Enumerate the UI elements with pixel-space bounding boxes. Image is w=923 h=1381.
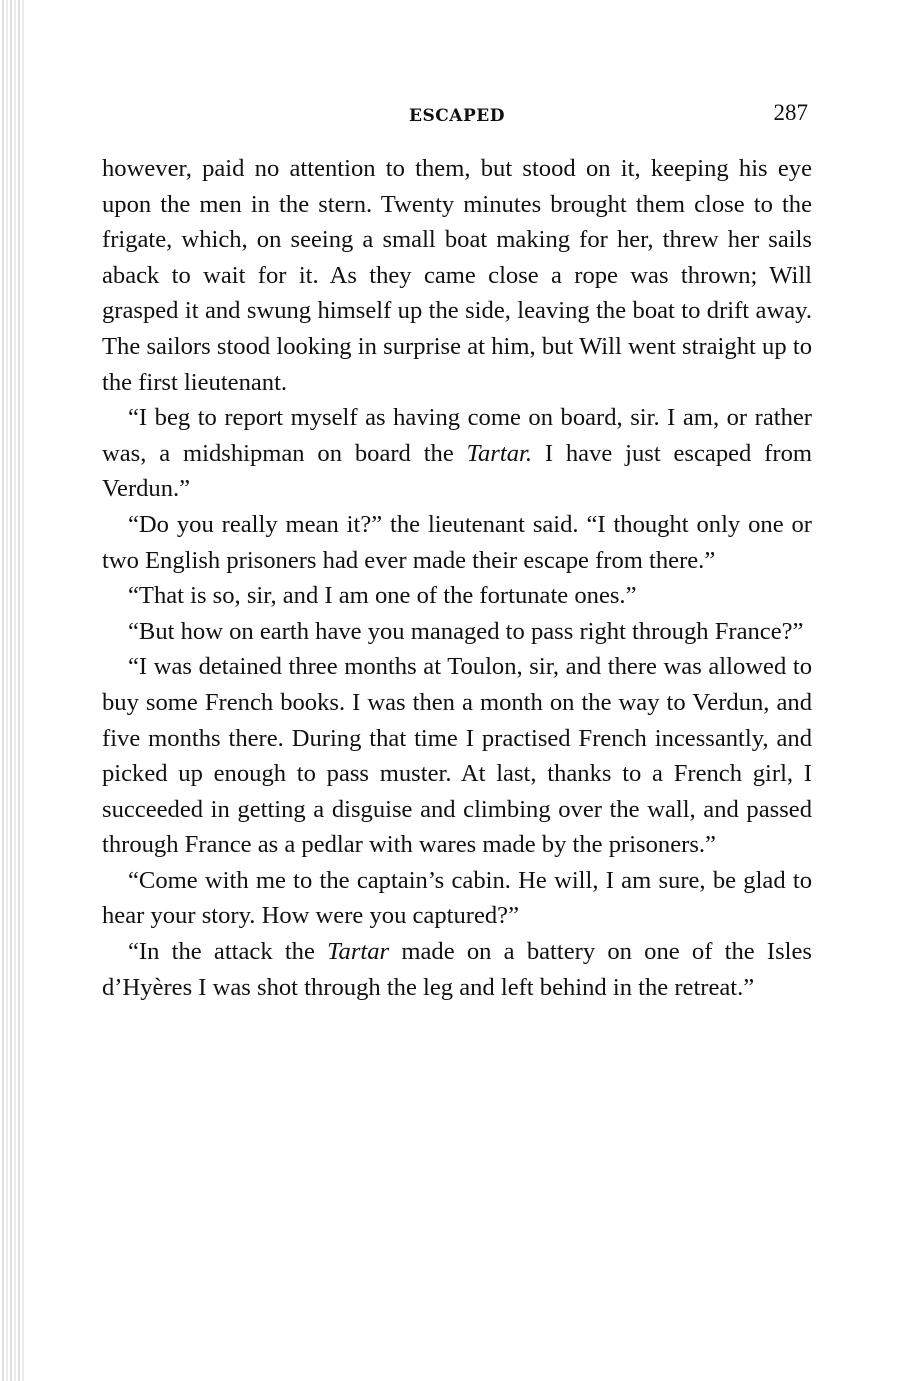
paragraph-text: “But how on earth have you managed to pass right through France?”: [128, 617, 804, 645]
ship-name-italic: Tartar.: [466, 439, 533, 467]
page-number: 287: [773, 100, 808, 125]
paragraph-8: [102, 934, 812, 1005]
paragraph-text: I have just escaped from Verdun.”: [102, 439, 812, 503]
paragraph-text: “In the attack the: [128, 938, 328, 966]
paragraph-3: [102, 507, 812, 578]
paragraph-7: [102, 863, 812, 934]
paragraph-4: [102, 578, 812, 614]
paragraph-text: “Do you really mean it?” the lieutenant said. “I thought only one or two English prisoners had ever made their escape from there.”: [102, 510, 812, 574]
paragraph-5: [102, 614, 812, 650]
scan-gutter-shadow: [0, 0, 26, 1381]
paragraph-text: made on a battery on one of the Isles d’Hyères I was shot through the leg and left behind in the retreat.”: [102, 938, 812, 1001]
paragraph-6: [102, 649, 812, 863]
paragraph-text: however, paid no attention to them, but stood on it, keeping his eye upon the men in the stern. Twenty minutes brought them close to the frigate, which, on seeing a small boat making for her, threw her sails aback to wait for it. As they came close a rope was thrown; Will grasped it and swung himself up the side, leaving the boat to drift away. The sailors stood looking in surprise at him, but Will went straight up to the first lieutenant.: [102, 155, 812, 396]
running-head: [102, 96, 812, 136]
running-title: ESCAPED: [409, 106, 505, 126]
paragraph-2: [102, 400, 812, 507]
body-text: [102, 151, 812, 1005]
paragraph-text: “I was detained three months at Toulon, sir, and there was allowed to buy some French books. I was then a month on the way to Verdun, and five months there. During that time I practised French incessantly, and picked up enough to pass muster. At last, thanks to a French girl, I succeeded in getting a disguise and climbing over the wall, and passed through France as a pedlar with wares made by the prisoners.”: [102, 653, 812, 859]
paragraph-text: “I beg to report myself as having come on board, sir. I am, or rather was, a midshipman on board the: [102, 404, 812, 467]
paragraph-text: “That is so, sir, and I am one of the fortunate ones.”: [128, 582, 637, 610]
paragraph-text: “Come with me to the captain’s cabin. He will, I am sure, be glad to hear your story. How were you captured?”: [102, 866, 812, 930]
paragraph-1: [102, 151, 812, 400]
ship-name-italic: Tartar: [327, 938, 390, 966]
